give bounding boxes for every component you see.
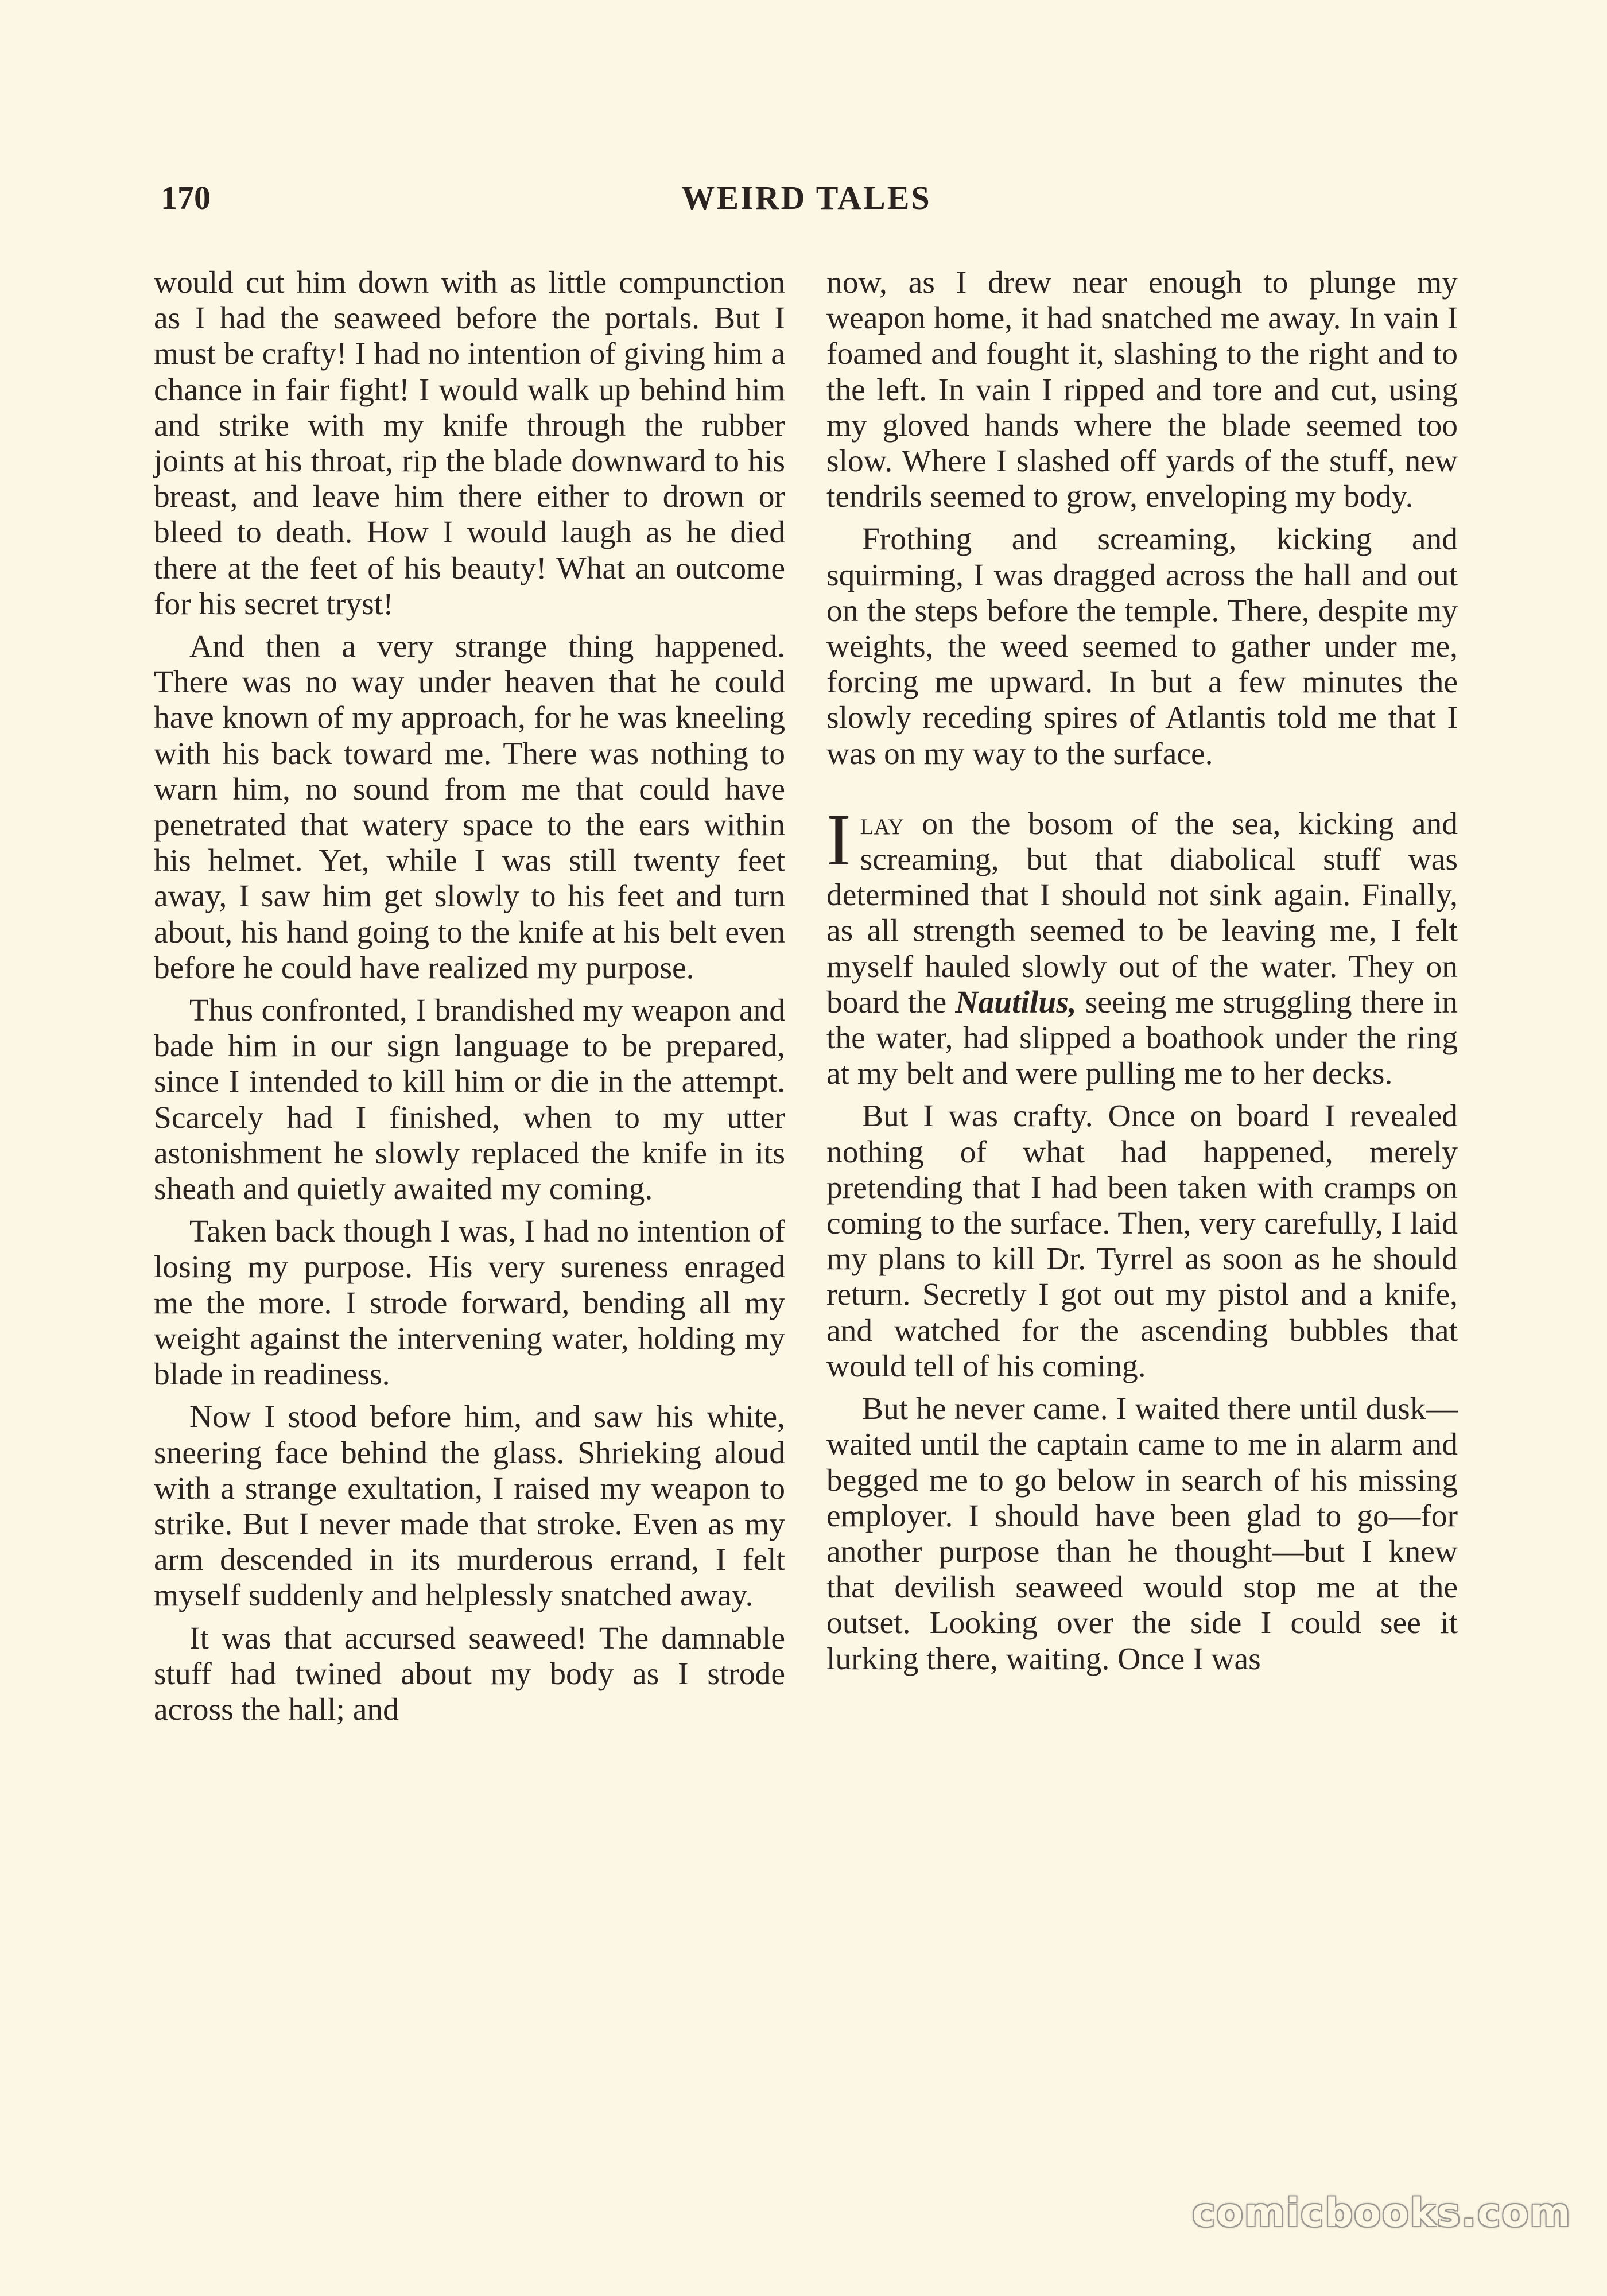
left-column [154,265,785,1735]
paragraph: Now I stood before him, and saw his white, sneering face behind the glass. Shrieking aloud with a strange exultation, I raised my weapon to strike. But I never made that stroke. Even as my arm descended in its murderous errand, I felt myself suddenly and helplessly snatched away. [154,1399,785,1614]
paragraph: But I was crafty. Once on board I revealed nothing of what had happened, merely pretending that I had been taken with cramps on coming to the surface. Then, very carefully, I laid my plans to kill Dr. Tyrrel as soon as he should return. Secretly I got out my pistol and a knife, and watched for the ascending bubbles that would tell of his coming. [826,1099,1458,1384]
site-watermark: comicbooks.com [1191,2190,1571,2236]
section-start-paragraph [826,798,1458,1092]
small-caps-lead: lay [860,806,905,841]
paragraph: Thus confronted, I brandished my weapon and bade him in our sign language to be prepared, since I intended to kill him or die in the attempt. Scarcely had I finished, when to my utter astonishment he slowly replaced the knife in its sheath and quietly awaited my coming. [154,993,785,1207]
paragraph-text: on the bosom of the sea, kicking and screaming, but that diabolical stuff was determined that I should not sink again. Finally, as all strength seemed to be leaving me, I felt myself hauled slowly out of the water. They on board the [826,806,1458,1020]
paragraph: But he never came. I waited there until dusk—waited until the captain came to me in alarm and begged me to go below in search of his missing employer. I should have been glad to go—for another purpose than he thought—but I knew that devilish seaweed would stop me at the outset. Looking over the side I could see it lurking there, waiting. Once I was [826,1391,1458,1677]
page-header [161,175,1452,221]
running-title: WEIRD TALES [681,179,931,216]
paragraph: Taken back though I was, I had no intention of losing my purpose. His very sureness enraged me the more. I strode forward, bending all my weight against the intervening water, holding my blade in readiness. [154,1214,785,1393]
paragraph: Frothing and screaming, kicking and squirming, I was dragged across the hall and out on the steps before the temple. There, despite my weights, the weed seemed to gather under me, forcing me upward. In but a few minutes the slowly receding spires of Atlantis told me that I was on my way to the surface. [826,522,1458,771]
paragraph: now, as I drew near enough to plunge my weapon home, it had snatched me away. In vain I foamed and fought it, slashing to the right and to the left. In vain I ripped and tore and cut, using my gloved hands where the blade seemed too slow. Where I slashed off yards of the stuff, new tendrils seemed to grow, enveloping my body. [826,265,1458,515]
page-number: 170 [161,179,211,216]
right-column [826,265,1458,1684]
paragraph: would cut him down with as little compunction as I had the seaweed before the portals. But I must be crafty! I had no intention of giving him a chance in fair fight! I would walk up behind him and strike with my knife through the rubber joints at his throat, rip the blade downward to his breast, and leave him there either to drown or bleed to death. How I would laugh as he died there at the feet of his beauty! What an outcome for his secret tryst! [154,265,785,622]
paragraph-text: seeing me struggling there in the water, had slipped a boathook under the ring at my belt and were pulling me to her decks. [826,984,1458,1092]
paragraph: And then a very strange thing happened. There was no way under heaven that he could have known of my approach, for he was kneeling with his back toward me. There was nothing to warn him, no sound from me that could have penetrated that watery space to the ears within his helmet. Yet, while I was still twenty feet away, I saw him get slowly to his feet and turn about, his hand going to the knife at his belt even before he could have realized my purpose. [154,629,785,986]
drop-cap: I [826,798,851,881]
ship-name: Nautilus, [955,984,1077,1020]
paragraph: It was that accursed seaweed! The damnable stuff had twined about my body as I strode across the hall; and [154,1620,785,1727]
